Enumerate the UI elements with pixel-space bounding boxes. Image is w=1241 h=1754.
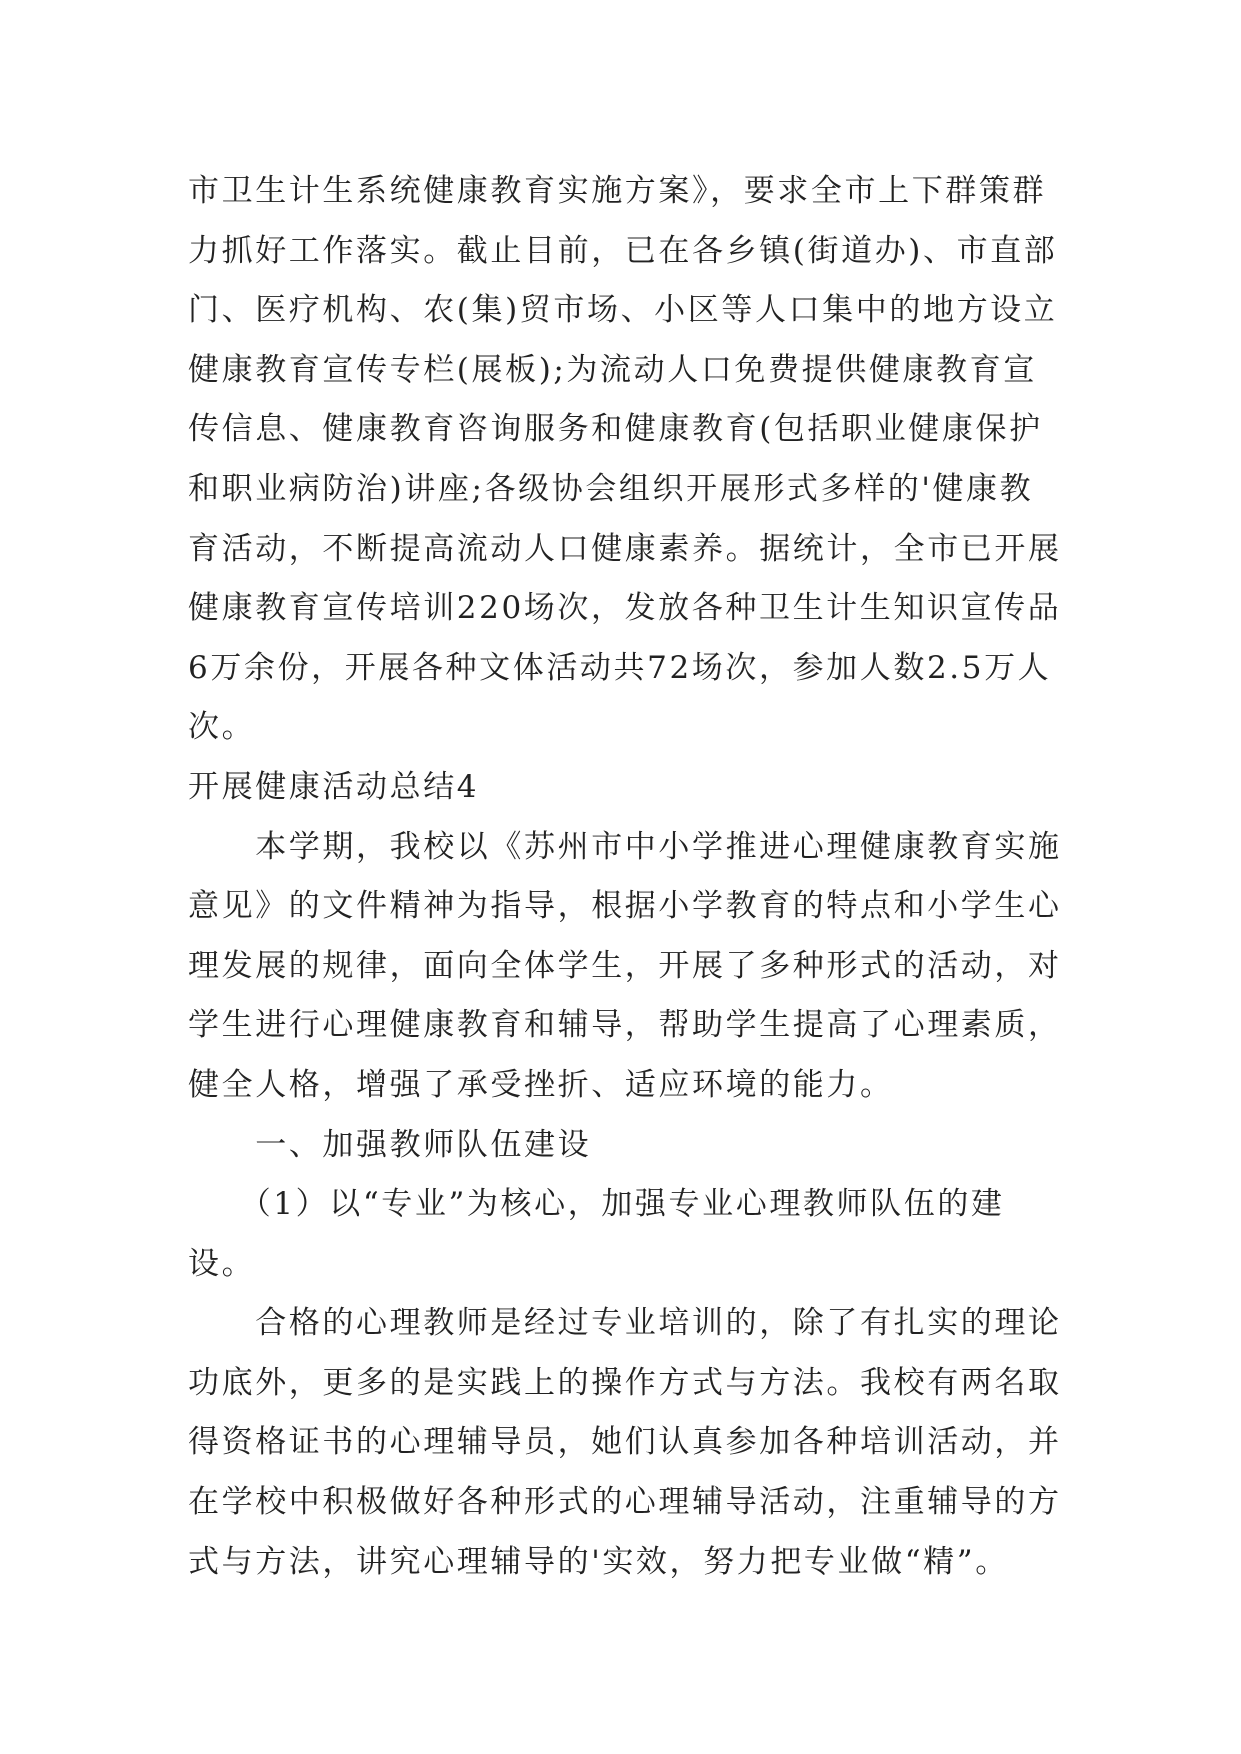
text-line: 市卫生计生系统健康教育实施方案》，要求全市上下群策群 [188,173,1047,209]
text-line: 意见》的文件精神为指导，根据小学教育的特点和小学生心 [188,888,1062,925]
text-line: 学生进行心理健康教育和辅导，帮助学生提高了心理素质， [188,1007,1062,1044]
text-line: （1）以“专业”为核心，加强专业心理教师队伍的建 [188,1186,1005,1223]
section-heading: 开展健康活动总结4 [188,768,480,805]
text-line: 设。 [188,1245,256,1282]
text-line: 健康教育宣传培训220场次，发放各种卫生计生知识宣传品 [188,590,1062,627]
body-text [188,162,1073,1592]
text-line: 合格的心理教师是经过专业培训的，除了有扎实的理论 [188,1305,1062,1342]
text-line: 力抓好工作落实。截止目前，已在各乡镇(街道办)、市直部 [188,232,1058,269]
text-line: 在学校中积极做好各种形式的心理辅导活动，注重辅导的方 [188,1484,1062,1521]
text-line: 和职业病防治)讲座;各级协会组织开展形式多样的'健康教 [188,470,1034,507]
text-line: 健全人格，增强了承受挫折、适应环境的能力。 [188,1066,894,1103]
text-line: 6万余份，开展各种文体活动共72场次，参加人数2.5万人 [188,649,1052,686]
text-line: 本学期，我校以《苏州市中小学推进心理健康教育实施 [188,828,1062,865]
text-line: 次。 [188,709,256,746]
text-line: 健康教育宣传专栏(展板);为流动人口免费提供健康教育宣 [188,351,1037,388]
text-line: 功底外，更多的是实践上的操作方式与方法。我校有两名取 [188,1364,1062,1401]
text-line: 得资格证书的心理辅导员，她们认真参加各种培训活动，并 [188,1424,1062,1461]
text-line: 式与方法，讲究心理辅导的'实效，努力把专业做“精”。 [188,1543,1009,1580]
text-line: 传信息、健康教育咨询服务和健康教育(包括职业健康保护 [188,411,1043,448]
text-line: 门、医疗机构、农(集)贸市场、小区等人口集中的地方设立 [188,292,1058,329]
subsection-heading: 一、加强教师队伍建设 [188,1126,592,1163]
text-line: 育活动，不断提高流动人口健康素养。据统计，全市已开展 [188,530,1062,567]
text-line: 理发展的规律，面向全体学生，开展了多种形式的活动，对 [188,947,1062,984]
